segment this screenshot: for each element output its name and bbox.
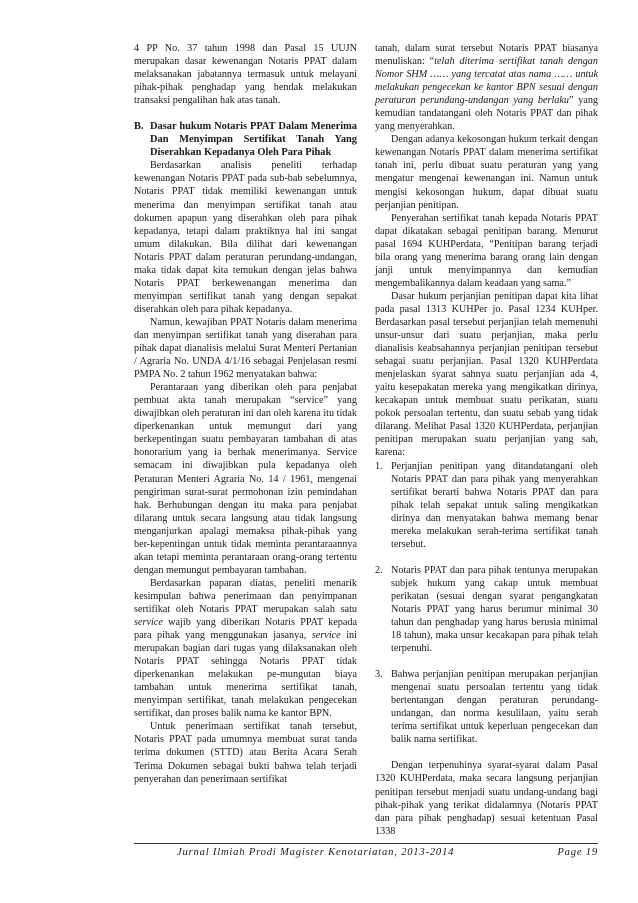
list-item <box>375 460 598 551</box>
paragraph-quote <box>134 381 357 577</box>
list-item-number: 3. <box>375 669 383 681</box>
letter-text-b: ” yang kemudian tandatangani oleh Notaris PPAT dan pihak yang menyerahkan. <box>375 95 599 133</box>
page-footer <box>134 843 598 858</box>
conclusion-service-term-2: service <box>311 630 341 642</box>
letter-text-a: tanah, dalam surat tersebut Notaris PPAT biasanya menuliskan: “ <box>375 43 598 68</box>
left-column <box>134 42 357 786</box>
list-item-number: 1. <box>375 460 383 472</box>
paragraph-legal-basis: Dasar hukum perjanjian penitipan dapat kita lihat pada pasal 1313 KUHPer jo. Pasal 1234 KUHper. Berdasarkan pasal tersebut perjanjian telah memenuhi unsur-unsur dari suatu perjanjian, maka perlu dianalisis keabsahannya perjanjian penitipan tersebut sebagai suatu perjanjian. Pasal 1320 KUHPerdata menjelaskan syarat sahnya suatu perjanjian ada 4, yaitu kesepakatan mereka yang mengikatkan dirinya, kecakapan untuk membuat suatu perikatan, suatu pokok persoalan tertentu, dan suatu sebab yang tidak dilarang. Melihat Pasal 1320 KUHPerdata, perjanjian penitipan merupakan suatu perjanjian yang sah, karena: <box>375 290 598 459</box>
paragraph-safekeeping: Penyerahan sertifikat tanah kepada Notaris PPAT dapat dikatakan sebagai penitipan barang. Menurut pasal 1694 KUHPerdata, “Penitipan barang terjadi bila orang yang menerima barang orang lain dengan janji untuk menyimpannya dan kemudian mengembalikannya dalam keadaan yang sama.” <box>375 212 598 289</box>
letter-quoted-italic: telah diterima sertifikat tanah dengan Nomor SHM …… yang tercatat atas nama …… untuk melakukan pengecekan ke kantor BPN sesuai dengan peraturan perundang-undangan yang berlaku <box>375 56 598 107</box>
section-heading-text: Dasar hukum Notaris PPAT Dalam Menerima Dan Menyimpan Sertifikat Tanah Yang Diserahkan Kepadanya Oleh Para Pihak <box>150 121 357 159</box>
list-item-text: Bahwa perjanjian penitipan merupakan perjanjian mengenai suatu persoalan tertentu yang tidak bertentangan dengan peraturan perundang-undangan, dan norma kesulilaan, yaitu serah terima sertifikat untuk keperluan pengecekan dan balik nama sertifikat. <box>391 669 598 746</box>
paragraph-letter <box>375 42 598 133</box>
paragraph-analysis: Berdasarkan analisis peneliti terhadap kewenangan Notaris PPAT pada sub-bab sebelumnya, Notaris PPAT tidak memiliki kewenangan untuk menerima dan menyimpan sertifikat tanah atau dokumen apapun yang diserahkan oleh para pihak kepadanya, tetapi dalam praktiknya hal ini sangat umum dilakukan. Bila dilihat dari kewenangan Notaris PPAT dalam peraturan perundang-undangan, maka tidak dapat kita temukan dengan jelas bahwa Notaris PPAT berkewenangan menerima dan menyimpan sertifikat tanah yang dengan sepakat diserahkan oleh para pihak kepadanya. <box>134 160 357 315</box>
quote-text-b: ” yang diwajibkan oleh peraturan ini dan oleh karena itu tidak diperkenankan untuk memungut dari yang berkepentingan suatu pembayaran tambahan di atas honorarium yang ia berhak menerimanya. Service semacam ini diwajibkan pula kepadanya oleh Peraturan Menteri Agraria No. 14 / 1961, mengenai pengiriman surat-surat permohonan izin pemindahan hak. Berhubungan dengan itu maka para penjabat dilarang untuk secara langsung atau tidak langsung menganjurkan apalagi memaksa pihak-pihak yang ber-kepentingan untuk tidak meminta perantaraannya akan tetapi meminta perantaraan orang-orang tertentu dengan memungut pembayaran tambahan. <box>134 395 357 576</box>
conclusion-text-c: ini merupakan bagian dari tugas yang dilaksanakan oleh Notaris PPAT sehingga Notaris PPAT tidak diperkenankan melakukan pe-mungutan biaya tambahan untuk menerima sertifikat tanah, menyimpan sertifikat, tanah melakukan pengecekan sertifikat, dan proses balik nama ke kantor BPN. <box>134 630 357 720</box>
conclusion-service-term: service <box>134 617 163 629</box>
right-column <box>375 42 598 838</box>
list-item <box>375 564 598 655</box>
quote-text-a: Perantaraan yang diberikan oleh para penjabat pembuat akta tanah merupakan “ <box>134 382 357 407</box>
list-item-number: 2. <box>375 564 383 576</box>
conclusion-text-b: wajib yang diberikan Notaris PPAT kepada para pihak yang menggunakan jasanya, <box>134 617 357 642</box>
list-item-text: Perjanjian penitipan yang ditandatangani oleh Notaris PPAT dan para pihak yang menyerahkan sertifikat berarti bahwa Notaris PPAT dan para pihak telah sepakat untuk saling mengikatkan dirinya dan menyatakan bahwa memang benar mereka melakukan serah-terima sertifikat tanah tersebut. <box>391 460 598 550</box>
footer-journal-title: Jurnal Ilmiah Prodi Magister Kenotariatan, 2013-2014 <box>177 847 455 858</box>
footer-page-number: Page 19 <box>557 847 598 858</box>
section-heading <box>134 120 357 159</box>
paragraph-receipt: Untuk penerimaan sertifikat tanah tersebut, Notaris PPAT pada umumnya membuat surat tanda terima dokumen (STTD) atau Berita Acara Serah Terima Dokumen sebagai bukti bahwa telah terjadi penyerahan dan penerimaan sertifikat <box>134 721 357 785</box>
paragraph-intro: 4 PP No. 37 tahun 1998 dan Pasal 15 UUJN merupakan dasar kewenangan Notaris PPAT dalam melaksanakan jabatannya termasuk untuk melayani pihak-pihak penghadap yang hendak melakukan transaksi pengalihan hak atas tanah. <box>134 43 357 107</box>
paragraph-legal-gap: Dengan adanya kekosongan hukum terkait dengan kewenangan Notaris PPAT dalam menerima sertifikat tanah ini, perlu dibuat suatu peraturan yang yang mengatur mengenai kewenangan ini. Namun untuk mengisi kekosongan hukum, dapat dibuat suatu perjanjian penitipan. <box>375 134 598 211</box>
list-item <box>375 668 598 746</box>
paragraph-obligation: Namun, kewajiban PPAT Notaris dalam menerima dan menyimpan sertifikat tanah yang diserahan para pihak dapat dianalisis melalui Surat Menteri Pertanian / Agraria No. UNDA 4/1/16 sebagai Penjelasan resmi PMPA No. 2 tahun 1962 menyatakan bahwa: <box>134 316 357 381</box>
conclusion-text-a: Berdasarkan paparan diatas, peneliti menarik kesimpulan bahwa penerimaan dan penyimpanan sertifikat oleh Notaris PPAT merupakan salah satu <box>134 577 357 615</box>
paragraph-fulfillment: Dengan terpenuhinya syarat-syarat dalam Pasal 1320 KUHPerdata, maka secara langsung perjanjian penitipan tersebut menjadi suatu undang-undang bagi pihak-pihak yang terikat didalamnya (Notaris PPAT dan para pihak penghadap) sesuai ketentuan Pasal 1338 <box>375 760 598 837</box>
quote-service-term: service <box>294 395 324 407</box>
list-item-text: Notaris PPAT dan para pihak tentunya merupakan subjek hukum yang cakap untuk membuat perikatan (sesuai dengan syarat pengangkatan Notaris PPAT yang harus berumur minimal 30 tahun dan penghadap yang harus berusia minimal 18 tahun), maka unsur kecakapan para pihak telah terpenuhi. <box>391 564 598 655</box>
section-heading-label: B. <box>134 121 144 133</box>
paragraph-conclusion <box>134 577 357 721</box>
